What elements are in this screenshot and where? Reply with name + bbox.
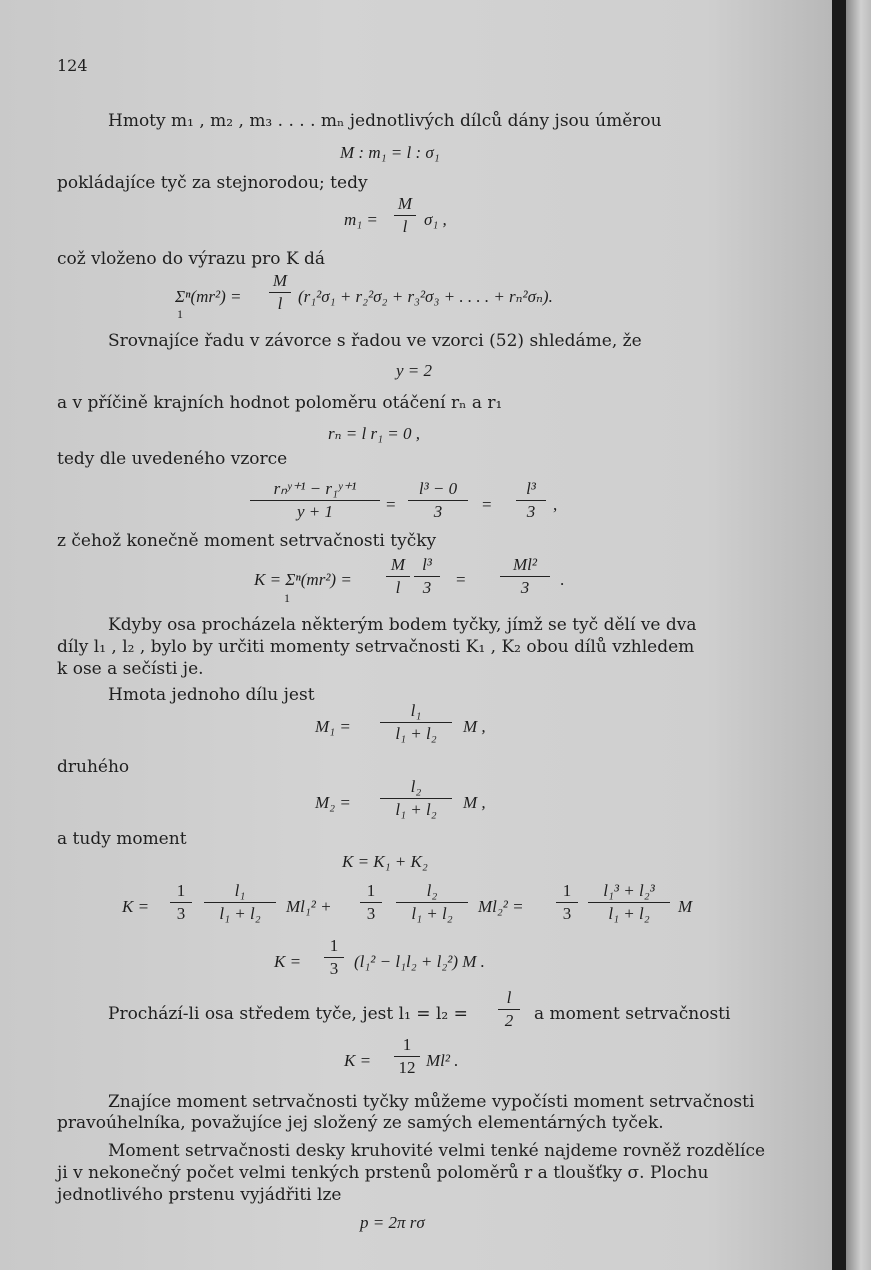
text-line: Hmota jednoho dílu jest <box>108 685 315 705</box>
fraction-bar <box>588 902 670 903</box>
fraction-numerator: rₙʸ⁺¹ − r₁ʸ⁺¹ <box>273 479 357 498</box>
text-line: díly l₁ , l₂ , bylo by určiti momenty setrvačnosti K₁ , K₂ obou dílů vzhledem <box>57 637 695 657</box>
fraction-numerator: l₁³ + l₂³ <box>603 881 655 900</box>
fraction-denominator: 3 <box>422 578 432 597</box>
fraction-numerator: l₁ <box>410 701 422 720</box>
equation-lhs: K = <box>122 897 150 916</box>
text-line: pravoúhelníka, považujíce jej složený ze samých elementárných tyček. <box>57 1113 664 1133</box>
fraction-bar <box>498 1009 520 1010</box>
book-binding-edge <box>846 0 871 1270</box>
equation: K = K₁ + K₂ <box>342 852 428 871</box>
equation: rₙ = l r₁ = 0 , <box>328 424 420 443</box>
fraction-denominator: l₁ + l₂ <box>411 904 453 923</box>
fraction-denominator: l₁ + l₂ <box>608 904 650 923</box>
equation: M : m₁ = l : σ₁ <box>340 143 440 162</box>
fraction-numerator: l³ <box>422 555 432 574</box>
equation-rhs: Ml² . <box>426 1051 459 1070</box>
fraction-numerator: l³ <box>526 479 536 498</box>
text-line: Hmoty m₁ , m₂ , m₃ . . . . mₙ jednotlivých dílců dány jsou úměrou <box>108 111 662 131</box>
punctuation: . <box>560 570 565 589</box>
fraction <box>170 881 192 924</box>
fraction-bar <box>380 798 452 799</box>
text-line: což vloženo do výrazu pro K dá <box>57 249 326 269</box>
text-line: a v příčině krajních hodnot poloměru otáčení rₙ a r₁ <box>57 393 503 413</box>
text-line: Srovnajíce řadu v závorce s řadou ve vzorci (52) shledáme, že <box>108 331 642 351</box>
text-line: ji v nekonečný počet velmi tenkých prstenů poloměrů r a tloušťky σ. Plochu <box>57 1163 709 1183</box>
equation-rhs: M , <box>463 793 486 812</box>
fraction-denominator: l <box>395 578 401 597</box>
punctuation: , <box>553 495 558 514</box>
fraction-bar <box>516 500 546 501</box>
equation-term: Ml₁² + <box>286 897 332 916</box>
fraction-denominator: 3 <box>562 904 572 923</box>
fraction-numerator: 1 <box>366 881 376 900</box>
fraction-numerator: 1 <box>329 936 339 955</box>
fraction-numerator: M <box>390 555 406 574</box>
equation-term: Ml₂² = <box>478 897 524 916</box>
fraction-bar <box>250 500 380 501</box>
text-line: Kdyby osa procházela některým bodem tyčky, jímž se tyč dělí ve dva <box>108 615 697 635</box>
page-number: 124 <box>57 56 88 75</box>
fraction-denominator: 3 <box>366 904 376 923</box>
fraction-numerator: 1 <box>562 881 572 900</box>
equation-rhs: σ₁ , <box>424 210 447 229</box>
text-line: Moment setrvačnosti desky kruhovité velmi tenké najdeme rovněž rozdělíce <box>108 1141 766 1161</box>
fraction-denominator: 3 <box>329 959 339 978</box>
text-line: jednotlivého prstenu vyjádřiti lze <box>57 1185 342 1205</box>
fraction-bar <box>324 957 344 958</box>
fraction <box>324 936 344 979</box>
equation-lhs: K = <box>274 952 302 971</box>
equation: y = 2 <box>396 361 433 380</box>
fraction <box>394 1035 420 1078</box>
fraction-bar <box>556 902 578 903</box>
fraction <box>269 271 291 314</box>
fraction-bar <box>170 902 192 903</box>
fraction-denominator: l <box>402 217 408 236</box>
summation-limit: 1 <box>284 591 290 605</box>
text-line: tedy dle uvedeného vzorce <box>57 449 288 469</box>
fraction-bar <box>396 902 468 903</box>
fraction-bar <box>386 576 410 577</box>
text-line: z čehož konečně moment setrvačnosti tyčky <box>57 531 437 551</box>
fraction <box>414 555 440 598</box>
equals-sign: = <box>482 495 492 514</box>
fraction-bar <box>500 576 550 577</box>
fraction-bar <box>408 500 468 501</box>
fraction <box>396 881 468 924</box>
fraction-denominator: l₁ + l₂ <box>219 904 261 923</box>
equation-rhs: M , <box>463 717 486 736</box>
fraction-numerator: Ml² <box>513 555 537 574</box>
fraction-numerator: l₁ <box>234 881 246 900</box>
fraction-denominator: y + 1 <box>296 502 334 521</box>
text-line: pokládajíce tyč za stejnorodou; tedy <box>57 173 368 193</box>
fraction-numerator: M <box>397 194 413 213</box>
fraction-numerator: 1 <box>402 1035 412 1054</box>
fraction-denominator: 2 <box>504 1011 514 1030</box>
text-line: a moment setrvačnosti <box>534 1004 731 1024</box>
fraction-denominator: l₁ + l₂ <box>395 800 437 819</box>
fraction <box>500 555 550 598</box>
fraction-denominator: 12 <box>398 1058 416 1077</box>
fraction <box>380 777 452 820</box>
equation-term: M <box>678 897 693 916</box>
fraction <box>516 479 546 522</box>
fraction-numerator: l³ − 0 <box>418 479 458 498</box>
equation-rhs: (r₁²σ₁ + r₂²σ₂ + r₃²σ₃ + . . . . + rₙ²σₙ). <box>298 287 553 306</box>
fraction <box>380 701 452 744</box>
equation-lhs: K = <box>344 1051 372 1070</box>
fraction-denominator: 3 <box>433 502 443 521</box>
fraction-numerator: l₂ <box>410 777 422 796</box>
text-line: k ose a sečísti je. <box>57 659 204 679</box>
fraction-bar <box>380 722 452 723</box>
fraction-bar <box>204 902 276 903</box>
fraction <box>498 988 520 1031</box>
fraction <box>394 194 416 237</box>
book-binding-shadow <box>832 0 846 1270</box>
equation: p = 2π rσ <box>360 1213 425 1232</box>
fraction-denominator: 3 <box>176 904 186 923</box>
equation-lhs: m₁ = <box>344 210 378 229</box>
fraction <box>386 555 410 598</box>
fraction-numerator: 1 <box>176 881 186 900</box>
equals-sign: = <box>386 495 396 514</box>
fraction-numerator: l <box>506 988 512 1007</box>
summation-limit: 1 <box>177 307 183 321</box>
equals-sign: = <box>456 570 466 589</box>
text-line: Znajíce moment setrvačnosti tyčky můžeme vypočísti moment setrvačnosti <box>108 1092 755 1112</box>
text-line: druhého <box>57 757 130 777</box>
equation-lhs: M₁ = <box>315 717 351 736</box>
fraction-bar <box>394 215 416 216</box>
text-line: a tudy moment <box>57 829 187 849</box>
equation-lhs: K = Σⁿ(mr²) = <box>254 570 352 589</box>
fraction-numerator: l₂ <box>426 881 438 900</box>
fraction-denominator: 3 <box>526 502 536 521</box>
equation-rhs: (l₁² − l₁l₂ + l₂²) M . <box>354 952 485 971</box>
text-line: Prochází-li osa středem tyče, jest l₁ = l₂ = <box>108 1004 468 1024</box>
fraction <box>360 881 382 924</box>
fraction <box>408 479 468 522</box>
equation-lhs: M₂ = <box>315 793 351 812</box>
fraction-denominator: l <box>277 294 283 313</box>
fraction-denominator: 3 <box>520 578 530 597</box>
equation-lhs: Σⁿ(mr²) = <box>175 287 242 306</box>
fraction-numerator: M <box>272 271 288 290</box>
fraction-denominator: l₁ + l₂ <box>395 724 437 743</box>
fraction <box>204 881 276 924</box>
fraction <box>588 881 670 924</box>
fraction <box>556 881 578 924</box>
fraction-bar <box>394 1056 420 1057</box>
fraction-bar <box>360 902 382 903</box>
fraction <box>250 479 380 522</box>
fraction-bar <box>414 576 440 577</box>
fraction-bar <box>269 292 291 293</box>
